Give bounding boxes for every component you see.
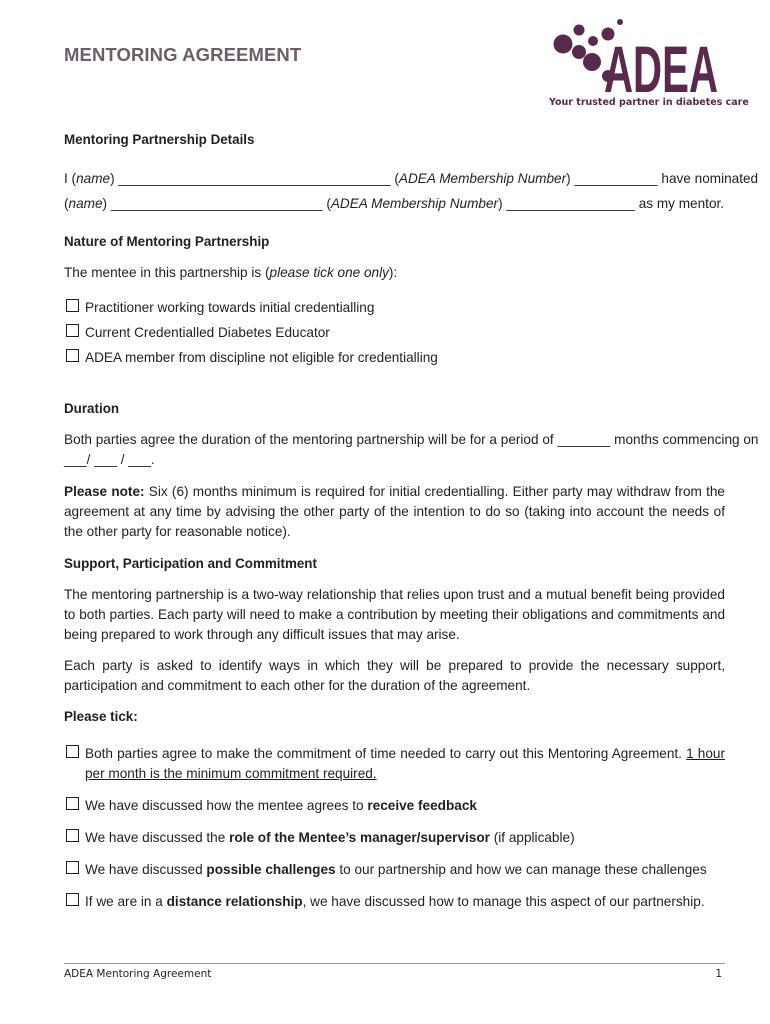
support-paragraph-2: Each party is asked to identify ways in which they will be prepared to provide the necessary support, participation and commitment to each other for the duration of the agreement. [64, 658, 725, 693]
checkbox[interactable] [66, 299, 79, 312]
section-heading-tick: Please tick: [64, 709, 138, 724]
commitment-item-challenges: We have discussed possible challenges to our partnership and how we can manage these challenges [64, 860, 725, 880]
checkbox[interactable] [66, 797, 79, 810]
checkbox[interactable] [66, 861, 79, 874]
section-heading-support: Support, Participation and Commitment [64, 556, 317, 571]
section-heading-duration: Duration [64, 401, 120, 416]
mentee-option-member: ADEA member from discipline not eligible for credentialling [64, 348, 725, 368]
checkbox[interactable] [66, 745, 79, 758]
commitment-item-distance: If we are in a distance relationship, we have discussed how to manage this aspect of our partnership. [64, 892, 725, 912]
logo-tagline: Your trusted partner in diabetes care [549, 97, 749, 108]
commitment-item-feedback: We have discussed how the mentee agrees to receive feedback [64, 796, 725, 816]
footer-divider [64, 963, 725, 964]
duration-note: Please note: Six (6) months minimum is required for initial credentialling. Either party may withdraw from the agreement at any time by advising the other party of the intention to do so (taking into account the needs of the other party for reasonable notice). [64, 484, 725, 539]
mentee-option-credentialled: Current Credentialled Diabetes Educator [64, 323, 725, 343]
checkbox[interactable] [66, 893, 79, 906]
membership-number-field[interactable]: ___________ [574, 171, 658, 186]
logo-wordmark: ADEA [604, 32, 718, 106]
section-heading-details: Mentoring Partnership Details [64, 132, 255, 147]
commitment-item-manager: We have discussed the role of the Mentee’s manager/supervisor (if applicable) [64, 828, 725, 848]
mentee-option-practitioner: Practitioner working towards initial credentialling [64, 298, 725, 318]
details-line-1: I (name) ____________________________________ (ADEA Membership Number) ___________ have nominated [64, 171, 759, 186]
details-line-2: (name) ____________________________ (ADEA Membership Number) _________________ as my mentor. [64, 196, 725, 211]
mentor-name-field[interactable]: ____________________________ [110, 196, 323, 211]
commitment-item-time: Both parties agree to make the commitment of time needed to carry out this Mentoring Agreement. 1 hour per month is the minimum commitment required. [64, 744, 725, 784]
checkbox[interactable] [66, 829, 79, 842]
document-title: MENTORING AGREEMENT [64, 44, 302, 65]
duration-date: ___/ ___ / ___. [64, 452, 155, 467]
mentor-membership-number-field[interactable]: _________________ [506, 196, 635, 211]
document-body [64, 130, 759, 912]
section-heading-nature: Nature of Mentoring Partnership [64, 234, 270, 249]
nature-intro: The mentee in this partnership is (please tick one only): [64, 265, 398, 280]
footer-title: ADEA Mentoring Agreement [64, 968, 212, 980]
page-number: 1 [715, 968, 722, 980]
duration-text: Both parties agree the duration of the mentoring partnership will be for a period of _______ months commencing on [64, 432, 759, 447]
checkbox[interactable] [66, 349, 79, 362]
name-field[interactable]: ____________________________________ [118, 171, 391, 186]
support-paragraph-1: The mentoring partnership is a two-way relationship that relies upon trust and a mutual benefit being provided to both parties. Each party will need to make a contribution by meeting their obligations and commitments and being prepared to work through any difficult issues that may arise. [64, 587, 725, 642]
checkbox[interactable] [66, 324, 79, 337]
